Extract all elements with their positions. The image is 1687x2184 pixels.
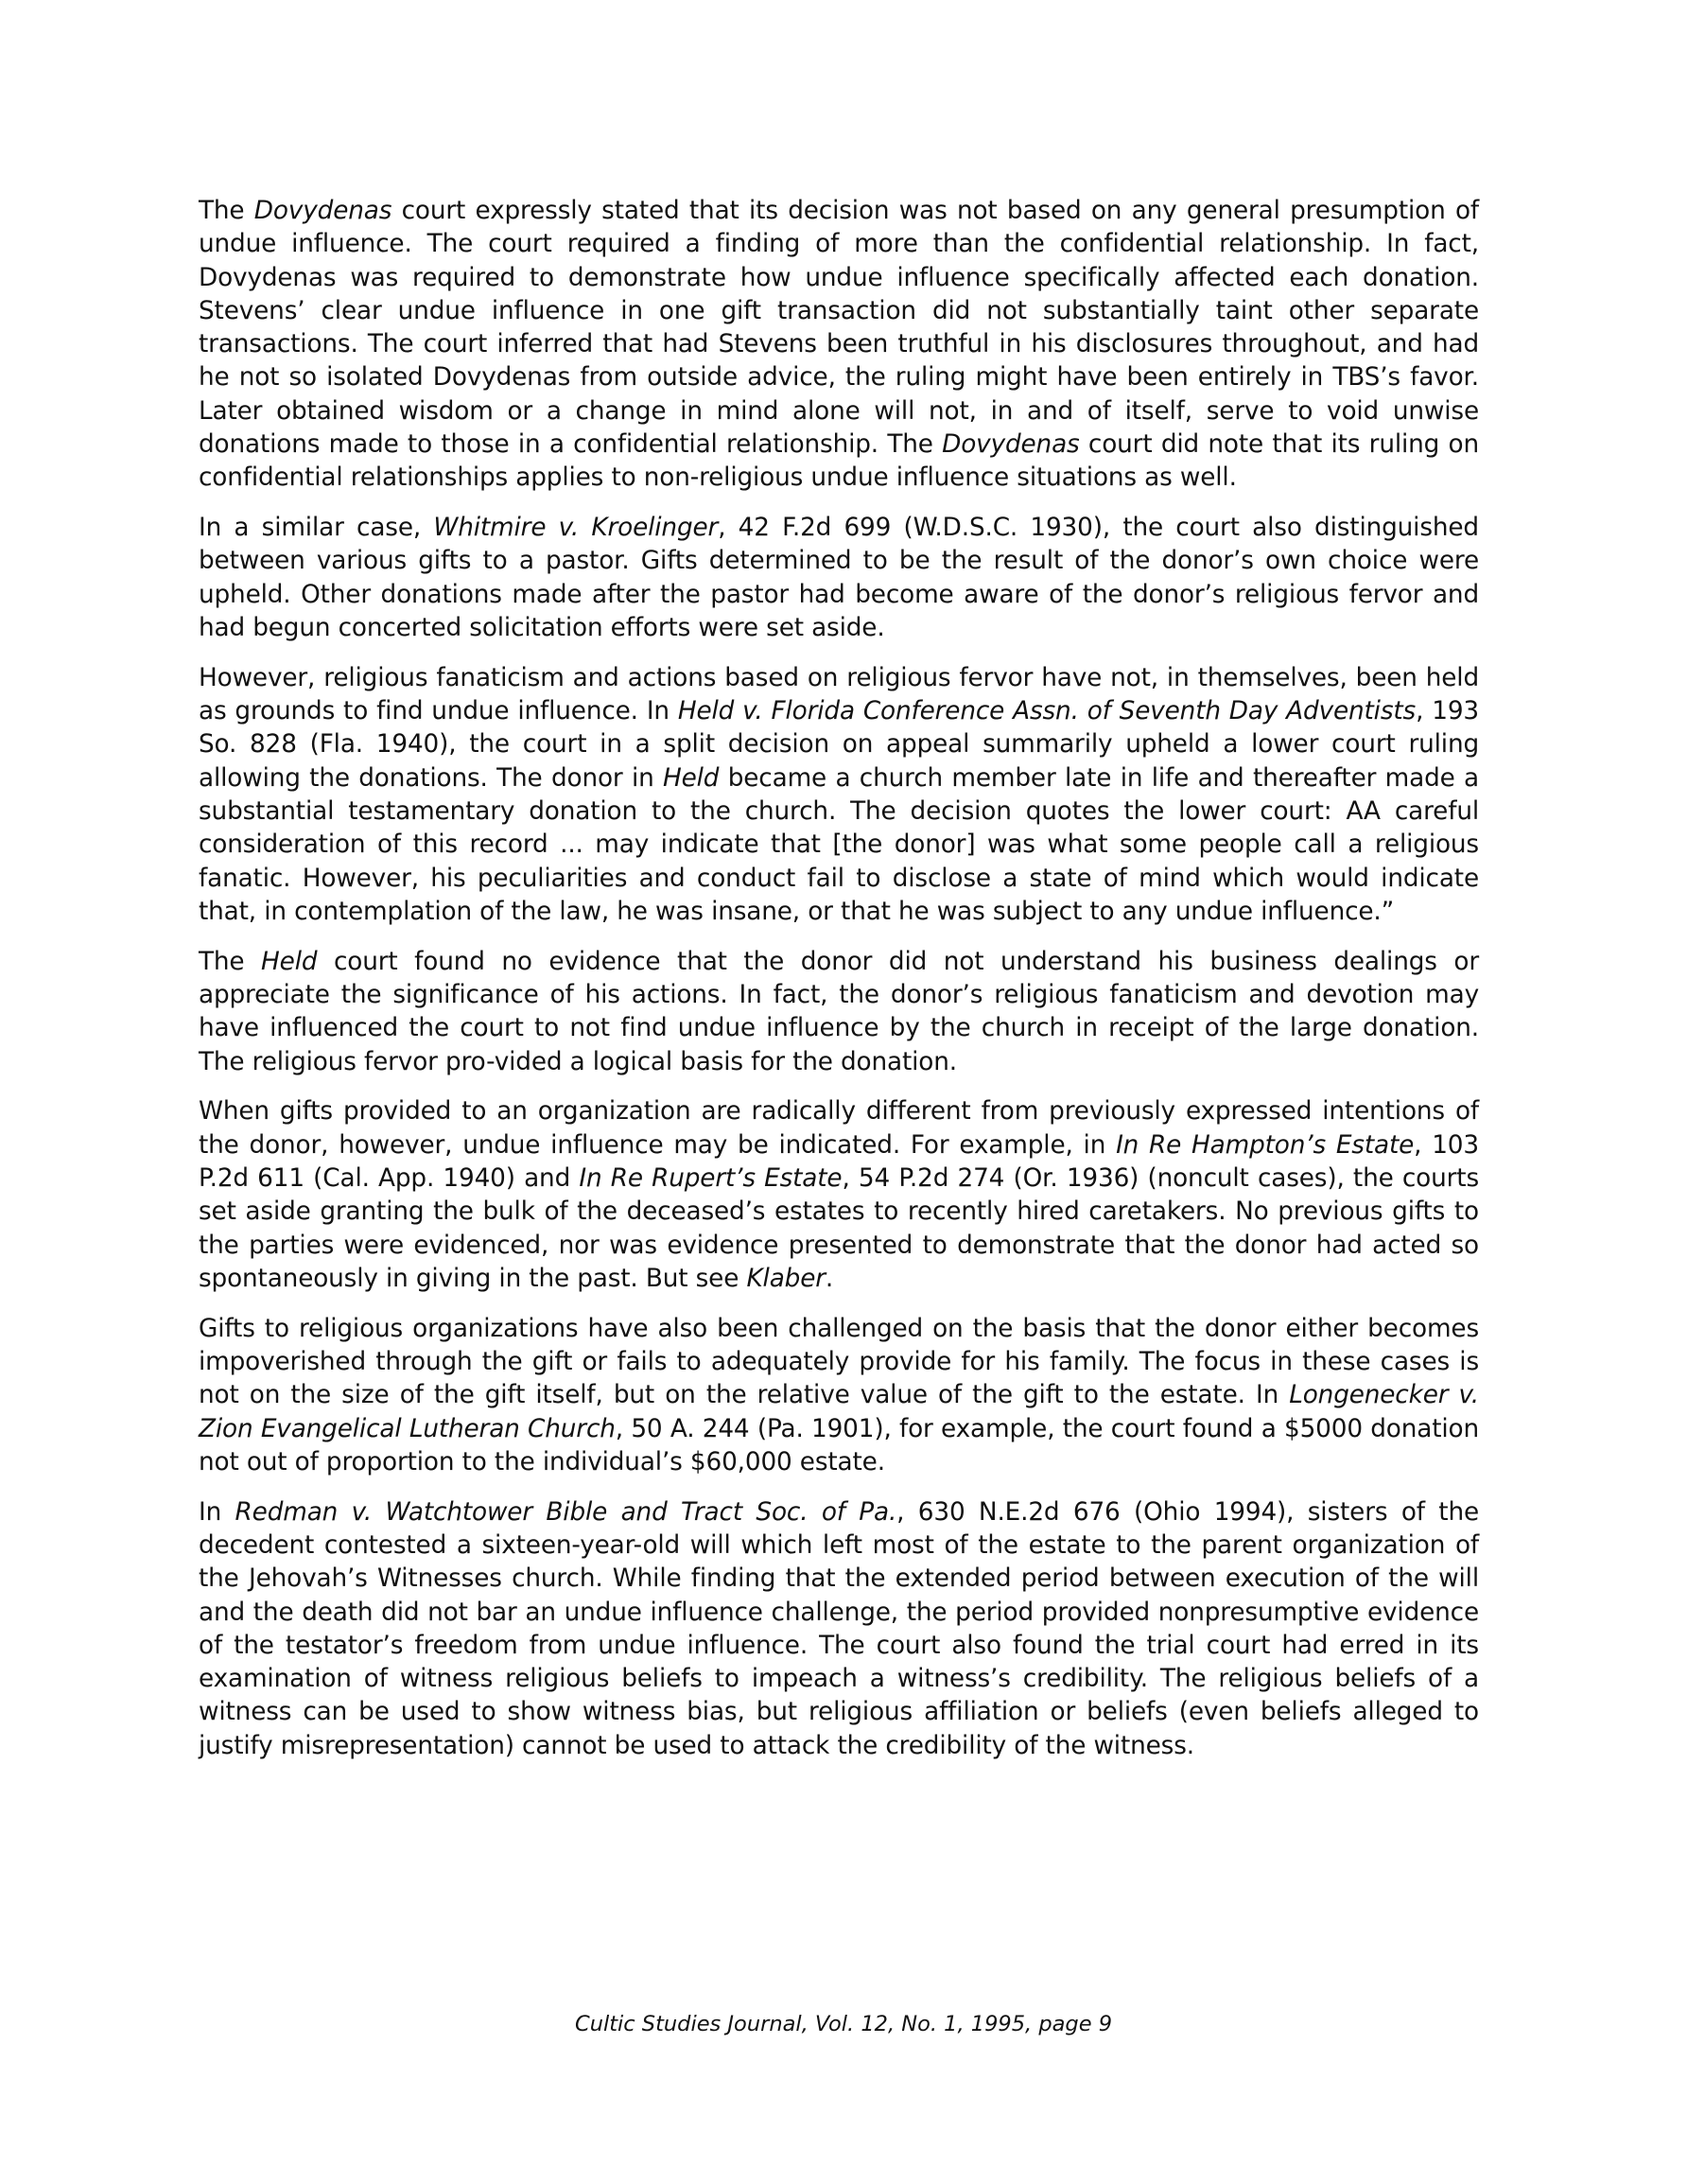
case-name: Longenecker v. Zion Evangelical Lutheran Church [199,1381,1479,1443]
case-name: Dovydenas [942,430,1080,460]
text-run: , 193 So. 828 (Fla. 1940), the court in a split decision on appeal summarily upheld a lower court ruling allowing the donations. The donor in [199,697,1479,793]
text-run: , 630 N.E.2d 676 (Ohio 1994), sisters of the decedent contested a sixteen-year-old will which left most of the estate to the parent organization of the Jehovah’s Witnesses church. While finding that the extended period between execution of the will and the death did not bar an undue influence challenge, the period provided nonpresumptive evidence of the testator’s freedom from undue influence. The court also found the trial court had erred in its examination of witness religious beliefs to impeach a witness’s credibility. The religious beliefs of a witness can be used to show witness bias, but religious affiliation or beliefs (even beliefs alleged to justify misrepresentation) cannot be used to attack the credibility of the witness. [199,1497,1479,1760]
text-run: , 50 A. 244 (Pa. 1901), for example, the court found a $5000 donation not out of proportion to the individual’s $60,000 estate. [199,1414,1479,1476]
text-run: . [825,1264,834,1293]
document-body [199,195,1479,1780]
case-name: Dovydenas [253,197,392,225]
case-name: Held v. Florida Conference Assn. of Seventh Day Adventists [677,697,1417,726]
text-run: In a similar case, [199,514,434,543]
text-run: court found no evidence that the donor did not understand his business dealings or appreciate the significance of his actions. In fact, the donor’s religious fanaticism and devotion may have influenced the court to not find undue influence by the church in receipt of the large donation. The religious fervor pro-vided a logical basis for the donation. [199,947,1479,1076]
text-run: In [199,1497,235,1527]
text-run: The [199,197,254,225]
paragraph-longenecker [199,1313,1479,1479]
page-footer: Cultic Studies Journal, Vol. 12, No. 1, 1995, page 9 [574,2012,1113,2036]
text-run: court expressly stated that its decision was not based on any general presumption of undue influence. The court required a finding of more than the confidential relationship. In fact, Dovydenas was required to demonstrate how undue influence specifically affected each donation. Stevens’ clear undue influence in one gift transaction did not substantially taint other separate transactions. The court inferred that had Stevens been truthful in his disclosures throughout, and had he not so isolated Dovydenas from outside advice, the ruling might have been entirely in TBS’s favor. Later obtained wisdom or a change in mind alone will not, in and of itself, serve to void unwise donations made to those in a confidential relationship. The [199,197,1479,460]
paragraph-held [199,662,1479,929]
text-run: The [199,947,262,976]
text-run: court did note that its ruling on confidential relationships applies to non-religious undue influence situations as well. [199,430,1479,493]
case-name: In Re Hampton’s Estate [1116,1130,1415,1160]
case-name: Held [663,763,720,793]
case-name: Redman v. Watchtower Bible and Tract Soc. of Pa. [235,1497,897,1527]
text-run: Gifts to religious organizations have also been challenged on the basis that the donor either becomes impoverished through the gift or fails to adequately provide for his family. The focus in these cases is not on the size of the gift itself, but on the relative value of the gift to the estate. In [199,1314,1479,1410]
text-run: became a church member late in life and thereafter made a substantial testamentary donation to the church. The decision quotes the lower court: AA careful consideration of this record ... may indicate that [the donor] was what some people call a religious fanatic. However, his peculiarities and conduct fail to disclose a state of mind which would indicate that, in contemplation of the law, he was insane, or that he was subject to any undue influence.” [199,763,1479,926]
case-name: In Re Rupert’s Estate [579,1164,843,1194]
case-name: Held [261,947,318,976]
text-run: , 42 F.2d 699 (W.D.S.C. 1930), the court also distinguished between various gifts to a pastor. Gifts determined to be the result of the donor’s own choice were upheld. Other donations made after the pastor had become aware of the donor’s religious fervor and had begun concerted solicitation efforts were set aside. [199,514,1479,643]
paragraph-held-court [199,946,1479,1079]
case-name: Klaber [746,1264,826,1293]
paragraph-dovydenas [199,195,1479,496]
text-run: , 103 P.2d 611 (Cal. App. 1940) and [199,1130,1479,1194]
text-run: , 54 P.2d 274 (Or. 1936) (noncult cases), the courts set aside granting the bulk of the deceased’s estates to recently hired caretakers. No previous gifts to the parties were evidenced, nor was evidence presented to demonstrate that the donor had acted so spontaneously in giving in the past. But see [199,1164,1479,1293]
text-run: When gifts provided to an organization are radically different from previously expressed intentions of the donor, however, undue influence may be indicated. For example, in [199,1097,1479,1160]
paragraph-redman [199,1496,1479,1763]
text-run: However, religious fanaticism and actions based on religious fervor have not, in themselves, been held as grounds to find undue influence. In [199,663,1479,726]
paragraph-whitmire [199,512,1479,645]
case-name: Whitmire v. Kroelinger [433,514,719,543]
paragraph-hampton-rupert [199,1095,1479,1296]
